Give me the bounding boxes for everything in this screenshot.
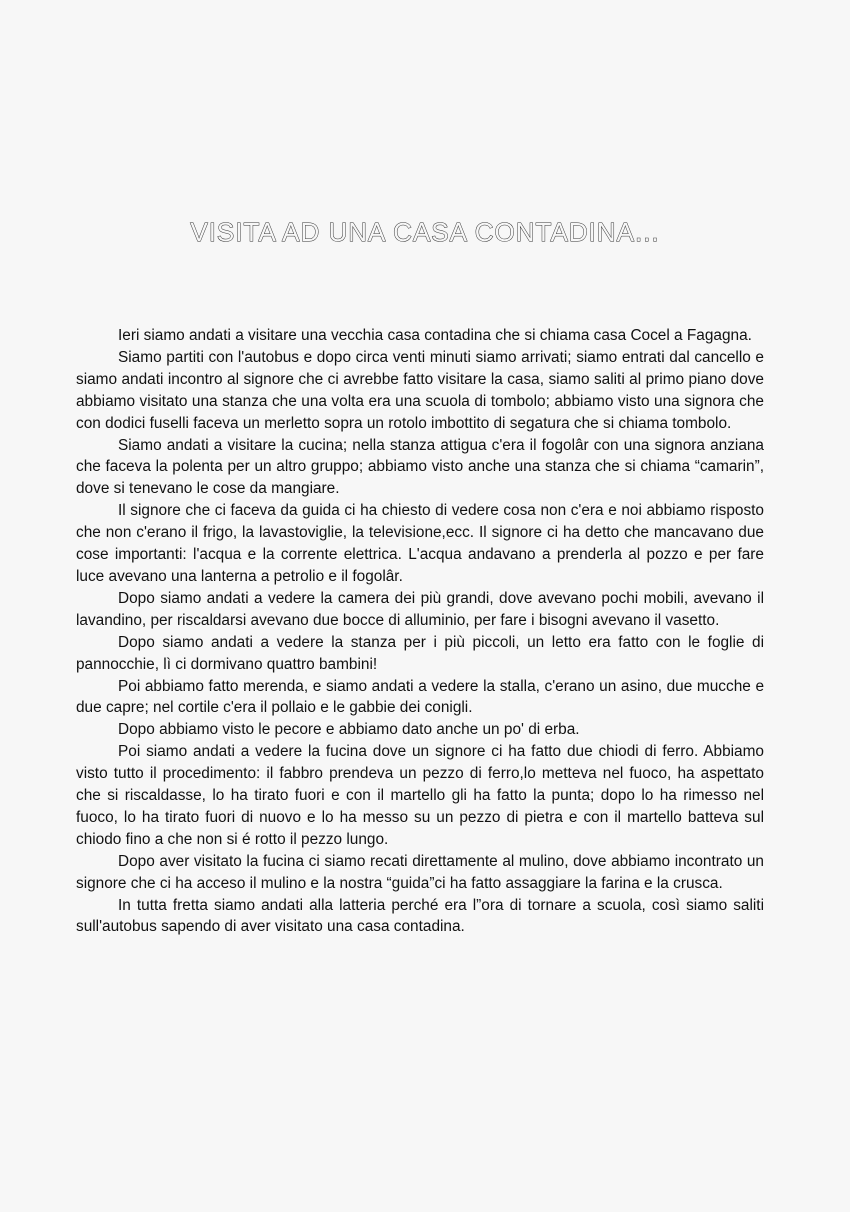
paragraph: Poi abbiamo fatto merenda, e siamo andati a vedere la stalla, c'erano un asino, due mucche e due capre; nel cortile c'era il pollaio e le gabbie dei conigli. [76,677,764,717]
paragraph: Siamo partiti con l'autobus e dopo circa venti minuti siamo arrivati; siamo entrati dal cancello e siamo andati incontro al signore che ci avrebbe fatto visitare la casa, siamo saliti al primo piano dove abbiamo visitato una stanza che una volta era una scuola di tombolo; abbiamo visto una signora che con dodici fuselli faceva un merletto sopra un rotolo imbottito di segatura che si chiama tombolo. [76,348,764,432]
document-body [76,325,764,938]
paragraph: Poi siamo andati a vedere la fucina dove un signore ci ha fatto due chiodi di ferro. Abbiamo visto tutto il procedimento: il fabbro prendeva un pezzo di ferro,lo metteva nel fuoco, ha aspettato che si riscaldasse, lo ha tirato fuori e con il martello gli ha fatto la punta; dopo lo ha rimesso nel fuoco, lo ha tirato fuori di nuovo e lo ha messo su un pezzo di pietra e con il martello batteva sul chiodo fino a che non si é rotto il pezzo lungo. [76,743,764,848]
paragraph: Dopo aver visitato la fucina ci siamo recati direttamente al mulino, dove abbiamo incontrato un signore che ci ha acceso il mulino e la nostra “guida”ci ha fatto assaggiare la farina e la crusca. [76,852,764,892]
paragraph: Dopo siamo andati a vedere la camera dei più grandi, dove avevano pochi mobili, avevano il lavandino, per riscaldarsi avevano due bocce di alluminio, per fare i bisogni avevano il vasetto. [76,589,764,629]
paragraph: Dopo abbiamo visto le pecore e abbiamo dato anche un po' di erba. [118,721,580,739]
document-title: VISITA AD UNA CASA CONTADINA... [190,217,660,247]
paragraph: In tutta fretta siamo andati alla latteria perché era l”ora di tornare a scuola, così siamo saliti sull'autobus sapendo di aver visitato una casa contadina. [76,896,764,936]
paragraph: Il signore che ci faceva da guida ci ha chiesto di vedere cosa non c'era e noi abbiamo risposto che non c'erano il frigo, la lavastoviglie, la televisione,ecc. Il signore ci ha detto che mancavano due cose importanti: l'acqua e la corrente elettrica. L'acqua andavano a prenderla al pozzo e per fare luce avevano una lanterna a petrolio e il fogolâr. [76,502,764,585]
paragraph: Ieri siamo andati a visitare una vecchia casa contadina che si chiama casa Cocel a Fagagna. [118,327,752,344]
paragraph: Siamo andati a visitare la cucina; nella stanza attigua c'era il fogolâr con una signora anziana che faceva la polenta per un altro gruppo; abbiamo visto anche una stanza che si chiama “camarin”, dove si tenevano le cose da mangiare. [76,436,764,498]
paragraph: Dopo siamo andati a vedere la stanza per i più piccoli, un letto era fatto con le foglie di pannocchie, lì ci dormivano quattro bambini! [76,633,764,673]
